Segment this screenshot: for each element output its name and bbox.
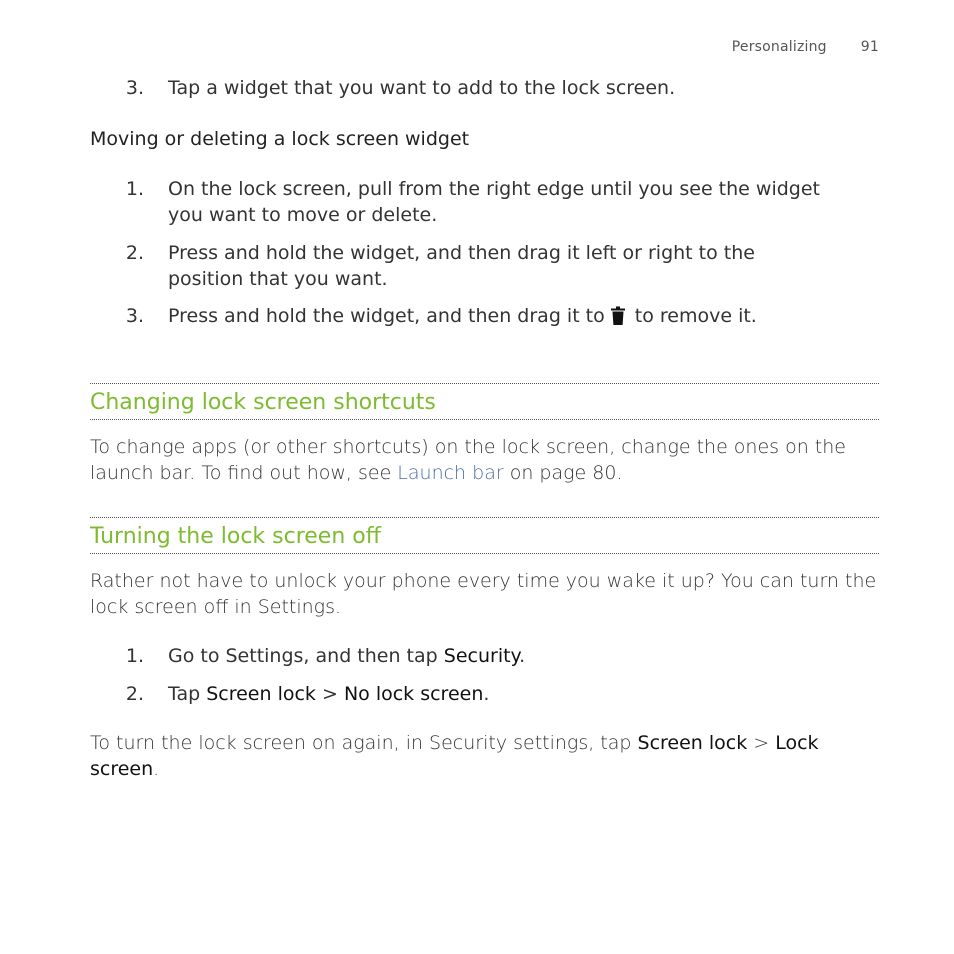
step-text-prefix: Tap — [168, 683, 207, 705]
ui-term-security: Security — [443, 645, 520, 667]
ui-term-no-lock-screen: No lock screen — [343, 683, 484, 705]
header-page-number: 91 — [860, 39, 879, 55]
step-number: 3. — [125, 305, 144, 327]
ui-term-screen-lock: Screen lock — [206, 683, 316, 705]
ui-term-lock-screen: Lock screen — [90, 732, 819, 780]
section-title-lock-screen-off: Turning the lock screen off — [90, 524, 381, 549]
header-section-name: Personalizing — [731, 39, 827, 55]
paragraph-text: To turn the lock screen on again, in Security settings, tap — [90, 732, 638, 754]
step-text: On the lock screen, pull from the right edge until you see the widget you want to move or delete. — [168, 178, 820, 226]
launch-bar-link[interactable]: Launch bar — [397, 462, 504, 484]
ui-term-screen-lock: Screen lock — [637, 732, 748, 754]
step-number: 2. — [125, 242, 144, 264]
step-text — [168, 303, 848, 332]
section-divider-bottom — [90, 553, 879, 554]
section-divider-top — [90, 517, 879, 518]
step-text-suffix: . — [519, 645, 526, 667]
trash-icon — [611, 306, 625, 332]
step-number: 2. — [125, 683, 144, 705]
step-text: Tap a widget that you want to add to the lock screen. — [168, 77, 676, 99]
section-title-shortcuts: Changing lock screen shortcuts — [90, 390, 436, 415]
lock-screen-off-intro: Rather not have to unlock your phone every time you wake it up? You can turn the lock screen off in Settings. — [90, 570, 877, 618]
subheading-moving-widget: Moving or deleting a lock screen widget — [90, 128, 470, 150]
step-number: 3. — [125, 77, 144, 99]
step-text — [168, 643, 848, 669]
step-number: 1. — [125, 178, 144, 200]
step-number: 1. — [125, 645, 144, 667]
paragraph-text: . — [153, 758, 160, 780]
step-text-after-icon: to remove it. — [634, 305, 757, 327]
paragraph-text: To change apps (or other shortcuts) on the lock screen, change the ones on the launch bar. To find out how, see — [90, 436, 846, 484]
page-header — [732, 39, 879, 55]
step-text-suffix: . — [483, 683, 490, 705]
section-divider-top — [90, 383, 879, 384]
paragraph-separator: > — [747, 732, 776, 754]
section-divider-bottom — [90, 419, 879, 420]
step-text-before-icon: Press and hold the widget, and then drag it to — [168, 305, 605, 327]
step-text-prefix: Go to Settings, and then tap — [168, 645, 444, 667]
lock-screen-on-paragraph — [90, 730, 880, 782]
step-text: Press and hold the widget, and then drag it left or right to the position that you want. — [168, 242, 755, 290]
shortcuts-paragraph — [90, 434, 880, 486]
step-text-separator: > — [315, 683, 344, 705]
step-text — [168, 681, 848, 707]
paragraph-text: on page 80. — [503, 462, 623, 484]
